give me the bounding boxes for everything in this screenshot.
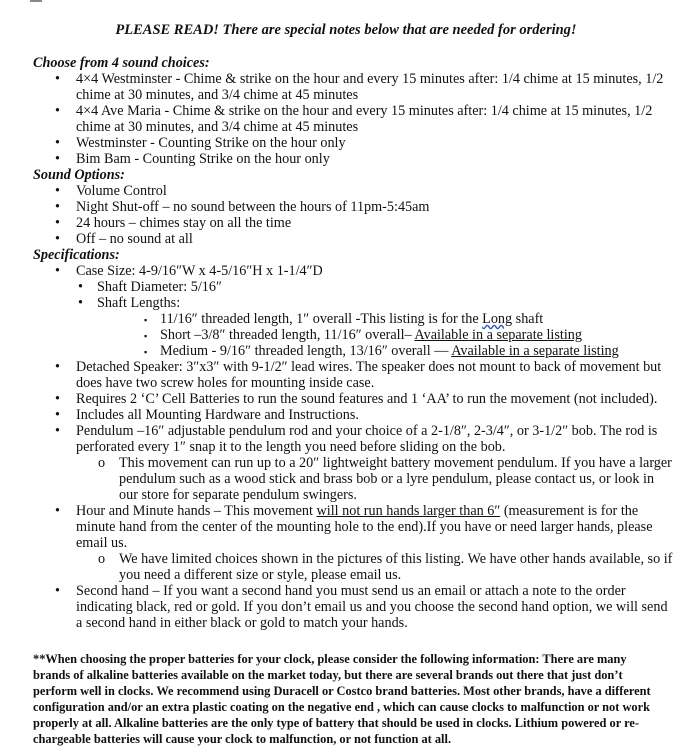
- square-bullet-icon: ▪: [144, 315, 148, 325]
- shaft-long: [160, 311, 660, 327]
- bullet-icon: •: [55, 391, 60, 407]
- case-size: Case Size: 4-9/16″W x 4-5/16″H x 1-1/4″D: [76, 263, 323, 279]
- bullet-icon: •: [78, 295, 83, 311]
- hands-note: We have limited choices shown in the pictures of this listing. We have other hands available, so if you need a different size or style, please email us.: [119, 551, 673, 583]
- hands-spec: [76, 503, 676, 551]
- list-item: 4×4 Ave Maria - Chime & strike on the hour and every 15 minutes after: 1/4 chime at 15 minutes, 1/2 chime at 30 minutes, and 3/4 chime at 45 minutes: [76, 103, 653, 135]
- list-item: Westminster - Counting Strike on the hour only: [76, 135, 346, 151]
- circle-bullet-icon: o: [98, 551, 106, 567]
- list-item: Volume Control: [76, 183, 167, 199]
- bullet-icon: •: [55, 103, 60, 119]
- shaft-medium-text: Medium - 9/16″ threaded length, 13/16″ overall —: [160, 343, 452, 359]
- shaft-long-text: 11/16″ threaded length, 1″ overall -This listing is for the: [160, 311, 483, 327]
- sound-heading: Sound Options:: [33, 167, 125, 183]
- list-item: 4×4 Westminster - Chime & strike on the hour and every 15 minutes after: 1/4 chime at 15 minutes, 1/2 chime at 30 minutes, and 3/4 chime at 45 minutes: [76, 71, 664, 103]
- list-item: Bim Bam - Counting Strike on the hour only: [76, 151, 330, 167]
- corner-mark: [30, 0, 42, 2]
- pendulum-spec: Pendulum –16″ adjustable pendulum rod and your choice of a 2-1/8″, 2-3/4″, or 3-1/2″ bob. The rod is perforated every 1″ snap it to the length you need before sliding on the bob.: [76, 423, 658, 455]
- bullet-icon: •: [55, 151, 60, 167]
- hands-text: Hour and Minute hands – This movement: [76, 503, 317, 519]
- bullet-icon: •: [55, 503, 60, 519]
- bullet-icon: •: [55, 407, 60, 423]
- bullet-icon: •: [55, 71, 60, 87]
- separate-listing-link[interactable]: Available in a separate listing: [451, 343, 619, 359]
- bullet-icon: •: [55, 263, 60, 279]
- separate-listing-link[interactable]: Available in a separate listing: [414, 327, 582, 343]
- pendulum-note: This movement can run up to a 20″ lightweight battery movement pendulum. If you have a larger pendulum such as a wood stick and brass bob or a lyre pendulum, please contact us, or look in our store for separate pendulum swingers.: [119, 455, 672, 503]
- speaker-spec: Detached Speaker: 3″x3″ with 9-1/2″ lead wires. The speaker does not mount to back of movement but does have two screw holes for mounting inside case.: [76, 359, 662, 391]
- bullet-icon: •: [55, 183, 60, 199]
- bullet-icon: •: [55, 215, 60, 231]
- square-bullet-icon: ▪: [144, 347, 148, 357]
- square-bullet-icon: ▪: [144, 331, 148, 341]
- list-item: Off – no sound at all: [76, 231, 193, 247]
- list-item: Night Shut-off – no sound between the hours of 11pm-5:45am: [76, 199, 430, 215]
- battery-spec: Requires 2 ‘C’ Cell Batteries to run the sound features and 1 ‘AA’ to run the movement (not included).: [76, 391, 658, 407]
- bullet-icon: •: [78, 279, 83, 295]
- page-title: PLEASE READ! There are special notes below that are needed for ordering!: [115, 22, 577, 38]
- shaft-short-text: Short –3/8″ threaded length, 11/16″ overall–: [160, 327, 415, 343]
- specs-heading: Specifications:: [33, 247, 120, 263]
- bullet-icon: •: [55, 583, 60, 599]
- hands-limit: will not run hands larger than 6″: [316, 503, 501, 519]
- shaft-long-suffix: shaft: [512, 311, 544, 327]
- circle-bullet-icon: o: [98, 455, 106, 471]
- choose-heading: Choose from 4 sound choices:: [33, 55, 210, 71]
- hands-detail: (measurement is for the minute hand from the center of the mounting hole to the end).If you have or need larger hands, please email us.: [76, 503, 653, 551]
- shaft-short: [160, 327, 660, 343]
- shaft-medium: [160, 343, 660, 359]
- shaft-lengths: Shaft Lengths:: [97, 295, 181, 311]
- shaft-long-word: Long: [482, 311, 513, 327]
- bullet-icon: •: [55, 231, 60, 247]
- bullet-icon: •: [55, 423, 60, 439]
- bullet-icon: •: [55, 199, 60, 215]
- shaft-diameter: Shaft Diameter: 5/16″: [97, 279, 222, 295]
- hardware-spec: Includes all Mounting Hardware and Instructions.: [76, 407, 359, 423]
- bullet-icon: •: [55, 135, 60, 151]
- bullet-icon: •: [55, 359, 60, 375]
- list-item: 24 hours – chimes stay on all the time: [76, 215, 292, 231]
- battery-note: **When choosing the proper batteries for your clock, please consider the following information: There are many brands of alkaline batteries available on the market today, but there are several brands out there that just don’t perform well in clocks. We recommend using Duracell or Costco brand batteries. Most other brands, have a different configuration and/or an extra plastic coating on the negative end , which can cause clocks to malfunction or not work properly at all. Alkaline batteries are the only type of battery that should be used in clocks. Lithium powered or re-chargeable batteries will cause your clock to malfunction, or not function at all.: [33, 652, 651, 746]
- second-hand-spec: Second hand – If you want a second hand you must send us an email or attach a note to the order indicating black, red or gold. If you don’t email us and you choose the second hand option, we will send a second hand in either black or gold to match your hands.: [76, 583, 668, 631]
